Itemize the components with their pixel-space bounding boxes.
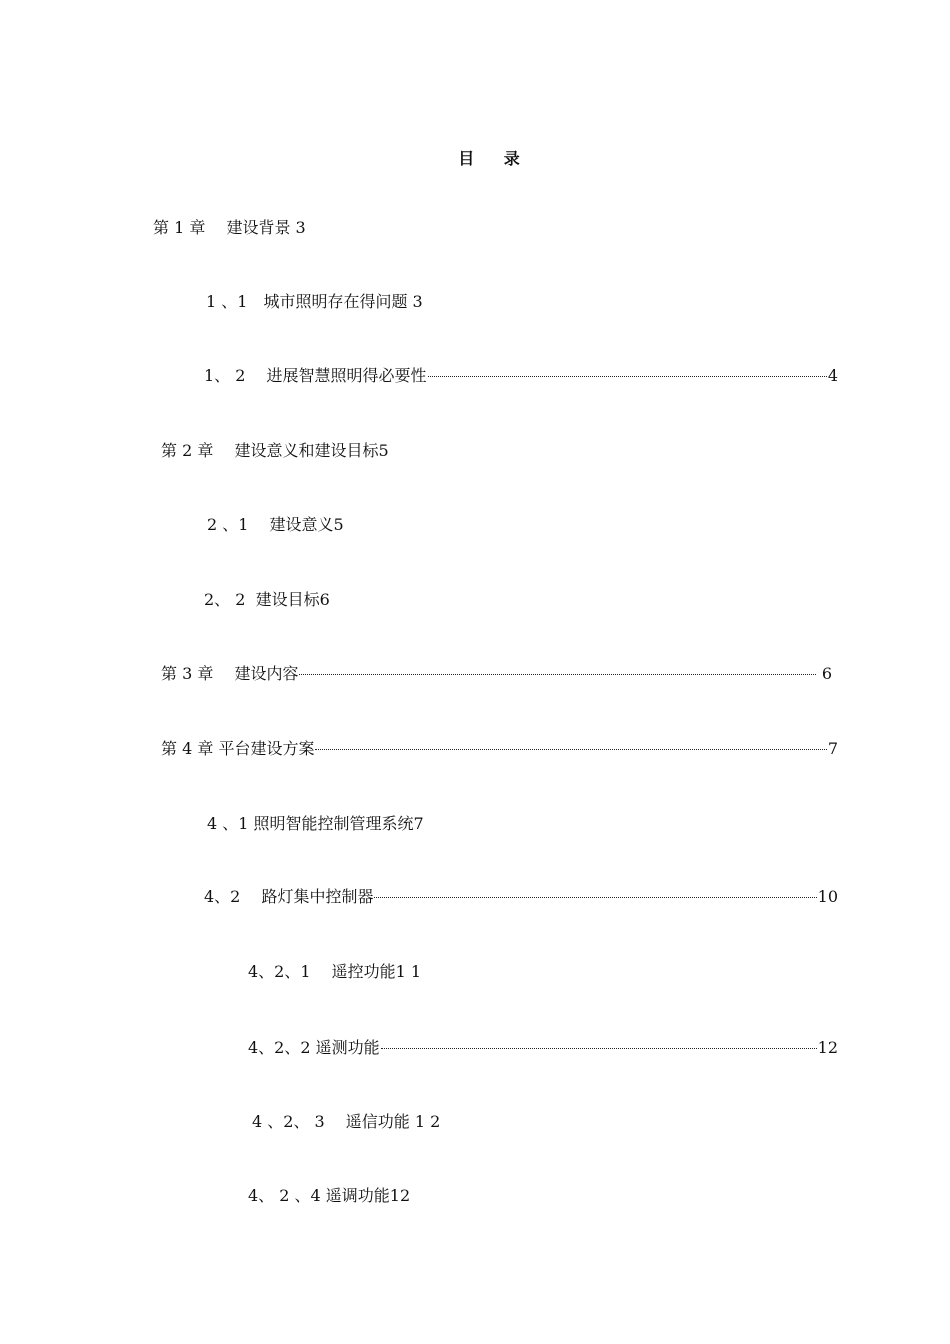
toc-entry-page: 4 [827,366,838,385]
toc-entry-page: 7 [827,739,838,758]
toc-title: 目 录 [458,149,532,168]
toc-entry-4-2-1 [248,960,421,984]
toc-entry-label: 第 4 章 平台建设方案 [161,739,315,758]
dot-leader [381,1048,817,1049]
toc-entry-2-1 [207,513,344,537]
toc-entry-4-1 [207,812,424,836]
toc-entry-label: 2 、1 建设意义5 [207,515,344,534]
toc-entry-label: 4、2、2 遥测功能 [248,1038,380,1057]
toc-entry-label: 第 2 章 建设意义和建设目标5 [161,441,389,460]
toc-entry-4-2 [204,885,838,909]
toc-entry-chapter-3 [161,662,832,686]
toc-entry-2-2 [204,588,330,612]
toc-entry-4-2-2 [248,1036,838,1060]
toc-entry-1-2 [204,364,838,388]
toc-entry-label: 4、 2 、4 遥调功能12 [248,1186,411,1205]
toc-entry-label: 4、2、1 遥控功能1 1 [248,962,422,981]
toc-entry-label: 4 、1 照明智能控制管理系统7 [207,814,424,833]
toc-entry-4-2-4 [248,1184,410,1208]
toc-entry-label: 1、 2 进展智慧照明得必要性 [204,366,427,385]
dot-leader [315,749,826,750]
toc-entry-1-1 [206,290,423,314]
toc-entry-label: 2、 2 建设目标6 [204,590,330,609]
toc-entry-4-2-3 [252,1110,440,1134]
toc-entry-label: 1 、1 城市照明存在得问题 3 [206,292,423,311]
dot-leader [428,376,827,377]
toc-entry-chapter-1 [153,216,306,240]
toc-entry-chapter-2 [161,439,389,463]
toc-entry-label: 第 3 章 建设内容 [161,664,299,683]
toc-entry-page: 6 [816,664,832,683]
dot-leader [374,897,816,898]
toc-entry-label: 第 1 章 建设背景 3 [153,218,306,237]
dot-leader [299,674,815,675]
toc-entry-label: 4、2 路灯集中控制器 [204,887,374,906]
toc-entry-label: 4 、2、 3 遥信功能 1 2 [252,1112,441,1131]
toc-entry-page: 12 [817,1038,838,1057]
toc-entry-page: 10 [817,887,838,906]
toc-entry-chapter-4 [161,737,838,761]
